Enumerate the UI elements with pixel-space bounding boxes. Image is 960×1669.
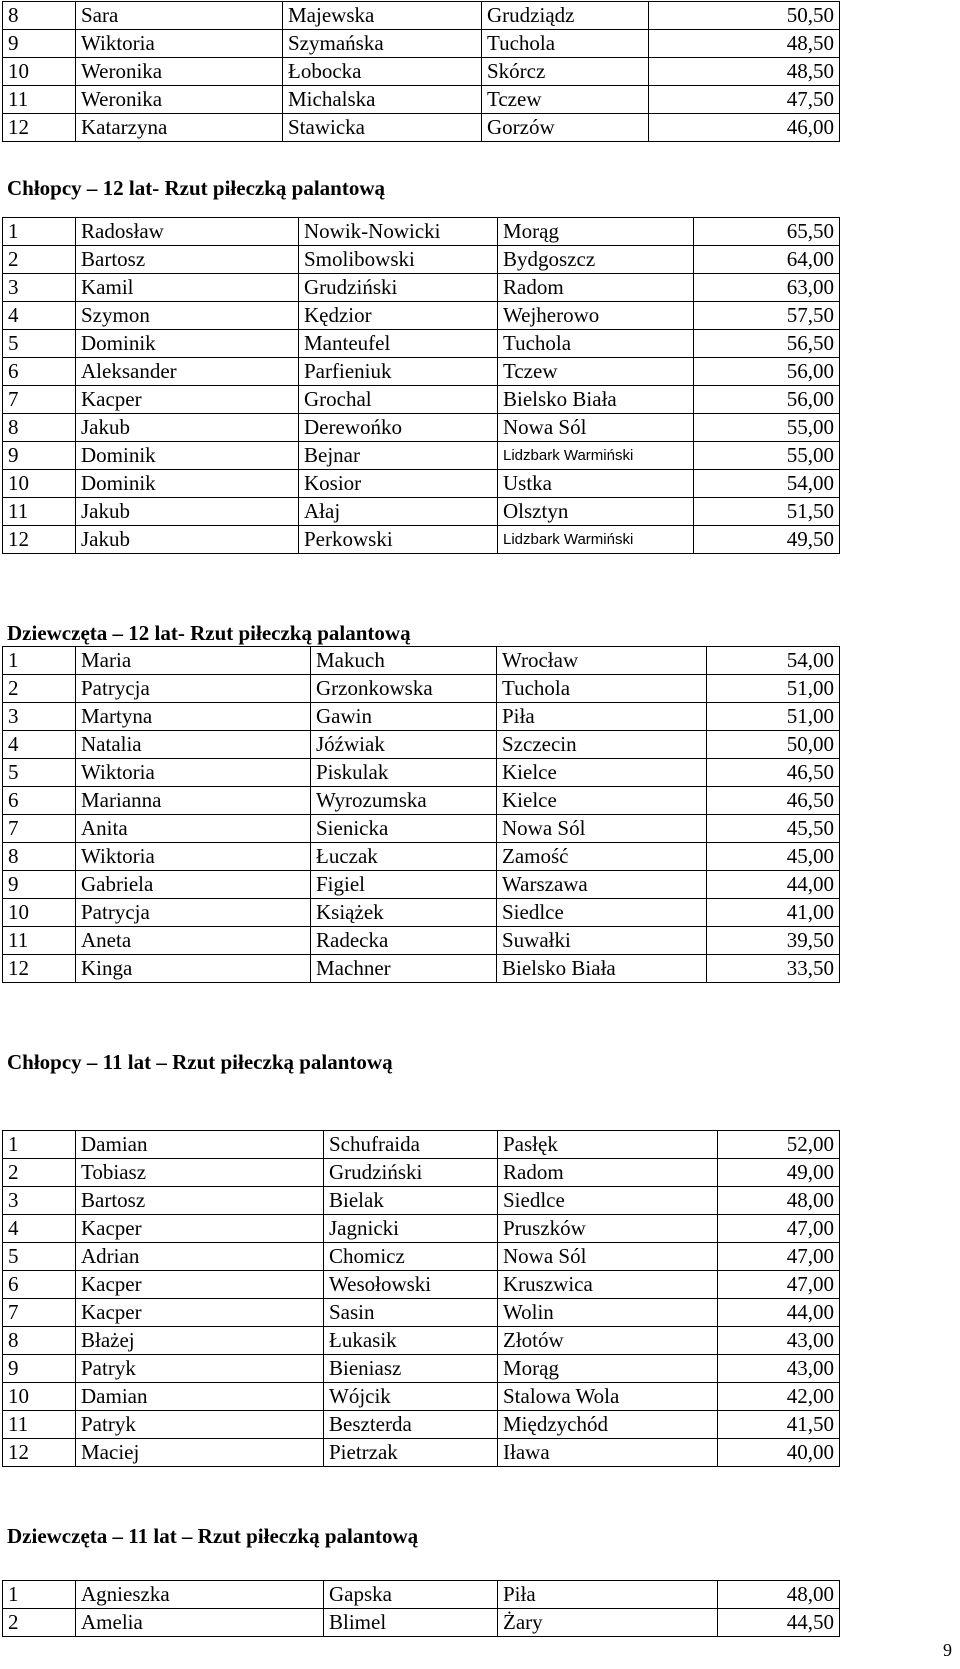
table-row <box>3 1439 840 1467</box>
first-name-cell: Tobiasz <box>76 1159 324 1187</box>
city-cell: Morąg <box>498 218 694 246</box>
first-name-cell: Kacper <box>76 1299 324 1327</box>
result-cell: 52,00 <box>718 1131 840 1159</box>
last-name-cell: Blimel <box>324 1609 498 1637</box>
city-cell: Grudziądz <box>482 2 649 30</box>
last-name-cell: Wyrozumska <box>311 787 497 815</box>
last-name-cell: Jóźwiak <box>311 731 497 759</box>
city-cell: Kielce <box>497 787 707 815</box>
table-row <box>3 1215 840 1243</box>
result-cell: 48,00 <box>718 1581 840 1609</box>
place-cell: 6 <box>3 1271 76 1299</box>
result-cell: 54,00 <box>707 647 840 675</box>
place-cell: 12 <box>3 114 76 142</box>
result-cell: 64,00 <box>694 246 840 274</box>
table-row <box>3 1327 840 1355</box>
table-row <box>3 30 840 58</box>
last-name-cell: Figiel <box>311 871 497 899</box>
city-cell: Morąg <box>498 1355 718 1383</box>
last-name-cell: Radecka <box>311 927 497 955</box>
place-cell: 1 <box>3 647 76 675</box>
last-name-cell: Smolibowski <box>299 246 498 274</box>
result-cell: 40,00 <box>718 1439 840 1467</box>
table-row <box>3 703 840 731</box>
table-row <box>3 1581 840 1609</box>
result-cell: 44,00 <box>707 871 840 899</box>
last-name-cell: Kędzior <box>299 302 498 330</box>
last-name-cell: Derewońko <box>299 414 498 442</box>
result-cell: 46,00 <box>649 114 840 142</box>
table-row <box>3 330 840 358</box>
result-cell: 39,50 <box>707 927 840 955</box>
table-row <box>3 274 840 302</box>
results-table-continued <box>2 1 840 142</box>
table-row <box>3 955 840 983</box>
result-cell: 51,00 <box>707 675 840 703</box>
last-name-cell: Grzonkowska <box>311 675 497 703</box>
result-cell: 44,00 <box>718 1299 840 1327</box>
table-row <box>3 86 840 114</box>
results-table-boys-12 <box>2 217 840 554</box>
last-name-cell: Nowik-Nowicki <box>299 218 498 246</box>
place-cell: 2 <box>3 1159 76 1187</box>
city-cell: Złotów <box>498 1327 718 1355</box>
last-name-cell: Sienicka <box>311 815 497 843</box>
last-name-cell: Grochal <box>299 386 498 414</box>
result-cell: 50,00 <box>707 731 840 759</box>
place-cell: 2 <box>3 675 76 703</box>
city-cell: Tuchola <box>498 330 694 358</box>
result-cell: 51,50 <box>694 498 840 526</box>
first-name-cell: Dominik <box>76 442 299 470</box>
city-cell: Nowa Sól <box>498 414 694 442</box>
table-row <box>3 815 840 843</box>
last-name-cell: Parfieniuk <box>299 358 498 386</box>
first-name-cell: Szymon <box>76 302 299 330</box>
place-cell: 3 <box>3 274 76 302</box>
table-row <box>3 218 840 246</box>
table-row <box>3 1383 840 1411</box>
table-row <box>3 647 840 675</box>
result-cell: 43,00 <box>718 1355 840 1383</box>
first-name-cell: Katarzyna <box>76 114 283 142</box>
table-row <box>3 442 840 470</box>
first-name-cell: Martyna <box>76 703 311 731</box>
last-name-cell: Grudziński <box>324 1159 498 1187</box>
city-cell: Stalowa Wola <box>498 1383 718 1411</box>
place-cell: 12 <box>3 526 76 554</box>
first-name-cell: Wiktoria <box>76 843 311 871</box>
place-cell: 10 <box>3 58 76 86</box>
results-table-boys-11 <box>2 1130 840 1467</box>
first-name-cell: Marianna <box>76 787 311 815</box>
place-cell: 3 <box>3 703 76 731</box>
first-name-cell: Kacper <box>76 386 299 414</box>
page-number: 9 <box>943 1640 952 1660</box>
table-row <box>3 899 840 927</box>
last-name-cell: Jagnicki <box>324 1215 498 1243</box>
city-cell: Wrocław <box>497 647 707 675</box>
last-name-cell: Bejnar <box>299 442 498 470</box>
section-heading-girls-12: Dziewczęta – 12 lat- Rzut piłeczką palantową <box>7 621 411 645</box>
city-cell: Tczew <box>498 358 694 386</box>
city-cell: Międzychód <box>498 1411 718 1439</box>
table-row <box>3 1131 840 1159</box>
first-name-cell: Wiktoria <box>76 759 311 787</box>
city-cell: Piła <box>498 1581 718 1609</box>
result-cell: 50,50 <box>649 2 840 30</box>
place-cell: 11 <box>3 1411 76 1439</box>
table-row <box>3 246 840 274</box>
table-row <box>3 414 840 442</box>
city-cell: Warszawa <box>497 871 707 899</box>
first-name-cell: Radosław <box>76 218 299 246</box>
first-name-cell: Patrycja <box>76 675 311 703</box>
place-cell: 11 <box>3 498 76 526</box>
place-cell: 12 <box>3 955 76 983</box>
place-cell: 11 <box>3 927 76 955</box>
last-name-cell: Piskulak <box>311 759 497 787</box>
result-cell: 65,50 <box>694 218 840 246</box>
last-name-cell: Majewska <box>283 2 482 30</box>
place-cell: 9 <box>3 1355 76 1383</box>
place-cell: 9 <box>3 30 76 58</box>
place-cell: 10 <box>3 899 76 927</box>
place-cell: 2 <box>3 246 76 274</box>
place-cell: 8 <box>3 843 76 871</box>
first-name-cell: Weronika <box>76 58 283 86</box>
last-name-cell: Beszterda <box>324 1411 498 1439</box>
first-name-cell: Kinga <box>76 955 311 983</box>
result-cell: 42,00 <box>718 1383 840 1411</box>
place-cell: 7 <box>3 386 76 414</box>
last-name-cell: Wesołowski <box>324 1271 498 1299</box>
place-cell: 5 <box>3 330 76 358</box>
place-cell: 1 <box>3 218 76 246</box>
first-name-cell: Kacper <box>76 1215 324 1243</box>
first-name-cell: Kacper <box>76 1271 324 1299</box>
place-cell: 1 <box>3 1581 76 1609</box>
table-row <box>3 498 840 526</box>
city-cell: Piła <box>497 703 707 731</box>
result-cell: 47,00 <box>718 1271 840 1299</box>
first-name-cell: Aleksander <box>76 358 299 386</box>
city-cell: Tuchola <box>497 675 707 703</box>
table-row <box>3 1159 840 1187</box>
city-cell: Nowa Sól <box>497 815 707 843</box>
place-cell: 9 <box>3 871 76 899</box>
result-cell: 55,00 <box>694 442 840 470</box>
result-cell: 47,00 <box>718 1215 840 1243</box>
table-row <box>3 731 840 759</box>
results-table-girls-11 <box>2 1580 840 1637</box>
first-name-cell: Patryk <box>76 1355 324 1383</box>
first-name-cell: Dominik <box>76 330 299 358</box>
section-heading-boys-11: Chłopcy – 11 lat – Rzut piłeczką palantową <box>7 1050 393 1074</box>
result-cell: 51,00 <box>707 703 840 731</box>
table-row <box>3 114 840 142</box>
first-name-cell: Bartosz <box>76 1187 324 1215</box>
last-name-cell: Machner <box>311 955 497 983</box>
first-name-cell: Amelia <box>76 1609 324 1637</box>
table-row <box>3 843 840 871</box>
first-name-cell: Adrian <box>76 1243 324 1271</box>
last-name-cell: Perkowski <box>299 526 498 554</box>
place-cell: 8 <box>3 1327 76 1355</box>
city-cell: Ustka <box>498 470 694 498</box>
first-name-cell: Wiktoria <box>76 30 283 58</box>
place-cell: 5 <box>3 759 76 787</box>
place-cell: 1 <box>3 1131 76 1159</box>
table-row <box>3 675 840 703</box>
city-cell: Lidzbark Warmiński <box>498 526 694 554</box>
place-cell: 9 <box>3 442 76 470</box>
city-cell: Bydgoszcz <box>498 246 694 274</box>
result-cell: 55,00 <box>694 414 840 442</box>
place-cell: 4 <box>3 302 76 330</box>
last-name-cell: Ałaj <box>299 498 498 526</box>
last-name-cell: Makuch <box>311 647 497 675</box>
city-cell: Siedlce <box>498 1187 718 1215</box>
result-cell: 46,50 <box>707 787 840 815</box>
result-cell: 56,00 <box>694 358 840 386</box>
result-cell: 56,50 <box>694 330 840 358</box>
last-name-cell: Łobocka <box>283 58 482 86</box>
table-row <box>3 358 840 386</box>
city-cell: Suwałki <box>497 927 707 955</box>
city-cell: Pasłęk <box>498 1131 718 1159</box>
first-name-cell: Kamil <box>76 274 299 302</box>
last-name-cell: Chomicz <box>324 1243 498 1271</box>
first-name-cell: Dominik <box>76 470 299 498</box>
place-cell: 6 <box>3 358 76 386</box>
first-name-cell: Aneta <box>76 927 311 955</box>
place-cell: 2 <box>3 1609 76 1637</box>
city-cell: Olsztyn <box>498 498 694 526</box>
last-name-cell: Szymańska <box>283 30 482 58</box>
result-cell: 44,50 <box>718 1609 840 1637</box>
table-row <box>3 1609 840 1637</box>
last-name-cell: Stawicka <box>283 114 482 142</box>
result-cell: 43,00 <box>718 1327 840 1355</box>
city-cell: Nowa Sól <box>498 1243 718 1271</box>
last-name-cell: Gawin <box>311 703 497 731</box>
city-cell: Żary <box>498 1609 718 1637</box>
city-cell: Zamość <box>497 843 707 871</box>
first-name-cell: Damian <box>76 1383 324 1411</box>
city-cell: Pruszków <box>498 1215 718 1243</box>
city-cell: Tuchola <box>482 30 649 58</box>
table-row <box>3 1187 840 1215</box>
place-cell: 12 <box>3 1439 76 1467</box>
section-heading-boys-12: Chłopcy – 12 lat- Rzut piłeczką palantową <box>7 176 385 200</box>
place-cell: 8 <box>3 2 76 30</box>
last-name-cell: Bielak <box>324 1187 498 1215</box>
result-cell: 46,50 <box>707 759 840 787</box>
city-cell: Radom <box>498 1159 718 1187</box>
last-name-cell: Grudziński <box>299 274 498 302</box>
city-cell: Siedlce <box>497 899 707 927</box>
section-heading-girls-11: Dziewczęta – 11 lat – Rzut piłeczką palantową <box>7 1524 419 1548</box>
table-row <box>3 2 840 30</box>
table-row <box>3 1355 840 1383</box>
city-cell: Szczecin <box>497 731 707 759</box>
city-cell: Iława <box>498 1439 718 1467</box>
table-row <box>3 526 840 554</box>
table-row <box>3 58 840 86</box>
result-cell: 45,50 <box>707 815 840 843</box>
result-cell: 48,50 <box>649 58 840 86</box>
city-cell: Bielsko Biała <box>498 386 694 414</box>
place-cell: 7 <box>3 1299 76 1327</box>
first-name-cell: Jakub <box>76 526 299 554</box>
city-cell: Skórcz <box>482 58 649 86</box>
result-cell: 33,50 <box>707 955 840 983</box>
first-name-cell: Weronika <box>76 86 283 114</box>
city-cell: Gorzów <box>482 114 649 142</box>
city-cell: Bielsko Biała <box>497 955 707 983</box>
place-cell: 11 <box>3 86 76 114</box>
table-row <box>3 1243 840 1271</box>
city-cell: Kruszwica <box>498 1271 718 1299</box>
place-cell: 3 <box>3 1187 76 1215</box>
result-cell: 47,00 <box>718 1243 840 1271</box>
result-cell: 54,00 <box>694 470 840 498</box>
first-name-cell: Błażej <box>76 1327 324 1355</box>
table-row <box>3 1411 840 1439</box>
result-cell: 56,00 <box>694 386 840 414</box>
last-name-cell: Manteufel <box>299 330 498 358</box>
last-name-cell: Gapska <box>324 1581 498 1609</box>
city-cell: Tczew <box>482 86 649 114</box>
place-cell: 10 <box>3 1383 76 1411</box>
city-cell: Lidzbark Warmiński <box>498 442 694 470</box>
last-name-cell: Książek <box>311 899 497 927</box>
last-name-cell: Sasin <box>324 1299 498 1327</box>
first-name-cell: Sara <box>76 2 283 30</box>
last-name-cell: Kosior <box>299 470 498 498</box>
results-table-girls-12 <box>2 646 840 983</box>
last-name-cell: Michalska <box>283 86 482 114</box>
first-name-cell: Maria <box>76 647 311 675</box>
place-cell: 10 <box>3 470 76 498</box>
first-name-cell: Natalia <box>76 731 311 759</box>
place-cell: 6 <box>3 787 76 815</box>
table-row <box>3 302 840 330</box>
place-cell: 4 <box>3 731 76 759</box>
table-row <box>3 759 840 787</box>
first-name-cell: Jakub <box>76 498 299 526</box>
last-name-cell: Schufraida <box>324 1131 498 1159</box>
place-cell: 4 <box>3 1215 76 1243</box>
table-row <box>3 1299 840 1327</box>
result-cell: 49,00 <box>718 1159 840 1187</box>
place-cell: 8 <box>3 414 76 442</box>
result-cell: 48,50 <box>649 30 840 58</box>
first-name-cell: Maciej <box>76 1439 324 1467</box>
result-cell: 41,00 <box>707 899 840 927</box>
result-cell: 48,00 <box>718 1187 840 1215</box>
place-cell: 5 <box>3 1243 76 1271</box>
result-cell: 63,00 <box>694 274 840 302</box>
first-name-cell: Anita <box>76 815 311 843</box>
first-name-cell: Agnieszka <box>76 1581 324 1609</box>
last-name-cell: Łukasik <box>324 1327 498 1355</box>
result-cell: 41,50 <box>718 1411 840 1439</box>
result-cell: 57,50 <box>694 302 840 330</box>
city-cell: Wejherowo <box>498 302 694 330</box>
table-row <box>3 871 840 899</box>
table-row <box>3 386 840 414</box>
city-cell: Radom <box>498 274 694 302</box>
table-row <box>3 927 840 955</box>
first-name-cell: Damian <box>76 1131 324 1159</box>
last-name-cell: Łuczak <box>311 843 497 871</box>
table-row <box>3 470 840 498</box>
last-name-cell: Bieniasz <box>324 1355 498 1383</box>
table-row <box>3 787 840 815</box>
table-row <box>3 1271 840 1299</box>
result-cell: 45,00 <box>707 843 840 871</box>
city-cell: Kielce <box>497 759 707 787</box>
last-name-cell: Wójcik <box>324 1383 498 1411</box>
city-cell: Wolin <box>498 1299 718 1327</box>
first-name-cell: Bartosz <box>76 246 299 274</box>
last-name-cell: Pietrzak <box>324 1439 498 1467</box>
result-cell: 47,50 <box>649 86 840 114</box>
first-name-cell: Gabriela <box>76 871 311 899</box>
first-name-cell: Jakub <box>76 414 299 442</box>
first-name-cell: Patrycja <box>76 899 311 927</box>
first-name-cell: Patryk <box>76 1411 324 1439</box>
result-cell: 49,50 <box>694 526 840 554</box>
place-cell: 7 <box>3 815 76 843</box>
